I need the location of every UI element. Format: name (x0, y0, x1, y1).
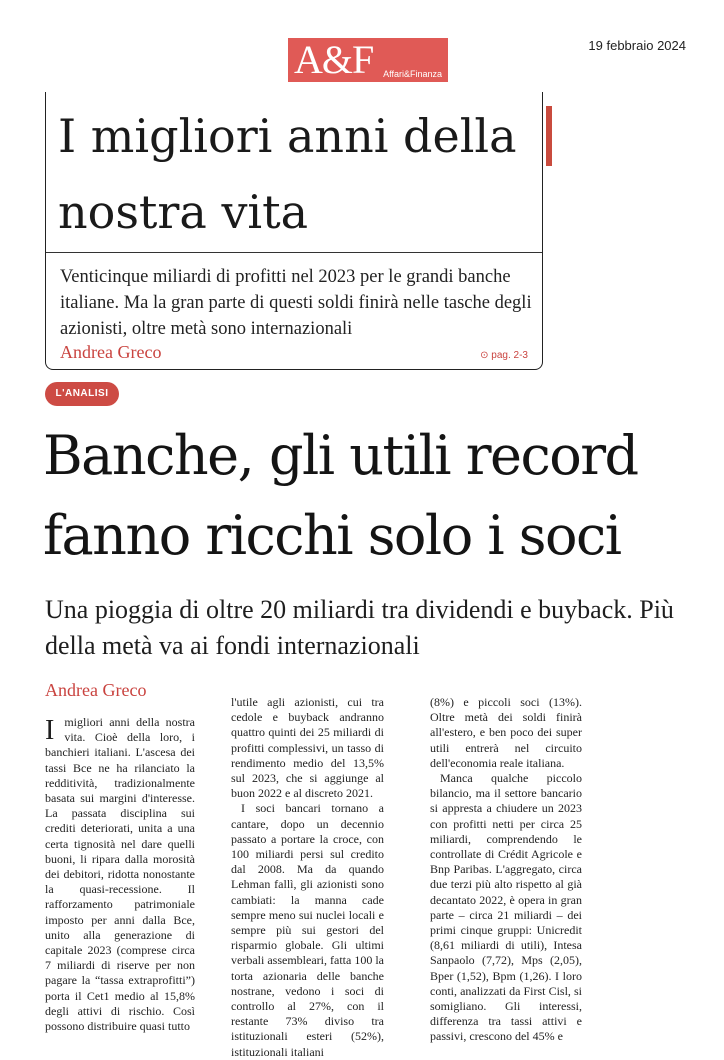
drop-cap: I (45, 715, 55, 746)
paragraph (45, 715, 195, 1034)
paragraph: (8%) e piccoli soci (13%). Oltre metà dei soldi finirà all'estero, e ben poco dei super utili entrerà nel circuito dell'economia reale italiana. (430, 695, 582, 770)
paragraph: I soci bancari tornano a cantare, dopo un decennio passato a portare la croce, con 100 miliardi persi sul credito dal 2008. Ma da quando Lehman fallì, gli azionisti sono cambiati: la manna cade sempre meno sui nuclei locali e sempre più sui gestori del risparmio globale. Gli ultimi verbali assembleari, fatta 100 la torta azionaria delle banche nostrane, vedono i soci di controllo al 27%, con il restante 73% diviso tra istituzionali esteri (52%), istituzionali italiani (231, 801, 384, 1059)
divider (46, 252, 542, 253)
article-headline: Banche, gli utili record fanno ricchi solo i soci (43, 424, 638, 567)
paragraph-text: migliori anni della nostra vita. Cioè della loro, i banchieri italiani. L'ascesa dei tassi Bce ne ha rilanciato la redditività, tradizionalmente basata sui margini d'interesse. La passata disciplina sui crediti deteriorati, unita a una certa tignosità nel dare quelli buoni, li ripara dalla morosità dei debitori, ridotta nonostante la quasi-recessione. Il rafforzamento patrimoniale imposto per anni dalla Bce, unito alla generazione di capitale 2023 (comprese circa 7 miliardi di riserve per non pagare la “tassa extraprofitti”) porta il Cet1 medio al 15,8% degli attivi di rischio. Così possono distribuire quasi tutto (45, 715, 195, 1034)
decorative-strip (546, 106, 552, 166)
feature-summary: Venticinque miliardi di profitti nel 2023 per le grandi banche italiane. Ma la gran parte di questi soldi finirà nelle tasche degli azionisti, oltre metà sono internazionali (60, 267, 532, 339)
paragraph: l'utile agli azionisti, cui tra cedole e buyback andranno quattro quinti dei 25 miliardi di profitti complessivi, un tasso di rendimento medio del 13,5% sul 2023, che si aggiunge al buon 2022 e al discreto 2021. (231, 695, 384, 801)
logo-subtitle: Affari&Finanza (383, 69, 442, 79)
text-column-2 (231, 695, 384, 1060)
page-reference: ⊙ pag. 2-3 (480, 350, 528, 361)
article-author: Andrea Greco (45, 680, 147, 700)
article-subhead: Una pioggia di oltre 20 miliardi tra dividendi e buyback. Più della metà va ai fondi internazionali (45, 595, 674, 660)
feature-author: Andrea Greco (60, 342, 162, 362)
feature-box (45, 92, 543, 370)
text-column-3 (430, 695, 582, 1045)
logo-mark: A&F (294, 37, 374, 82)
feature-title: I migliori anni della nostra vita (58, 109, 517, 239)
text-column-1 (45, 715, 195, 1034)
paragraph: Manca qualche piccolo bilancio, ma il settore bancario si appresta a chiudere un 2023 con profitti netti per circa 25 miliardi, comprendendo le controllate di Crédit Agricole e Bnp Paribas. L'aggregato, circa due terzi più alto rispetto al già decantato 2022, è opera in gran parte – circa 21 miliardi – dei primi cinque gruppi: Unicredit (8,61 miliardi di utili), Intesa Sanpaolo (7,72), Mps (2,05), Bper (1,52), Bpm (1,26). I loro conti, analizzati da First Cisl, si somigliano. Gli interessi, differenza tra tassi attivi e passivi, crescono del 45% e (430, 771, 582, 1044)
logo (288, 38, 448, 82)
issue-date: 19 febbraio 2024 (588, 38, 686, 53)
section-badge: L'ANALISI (45, 382, 119, 406)
